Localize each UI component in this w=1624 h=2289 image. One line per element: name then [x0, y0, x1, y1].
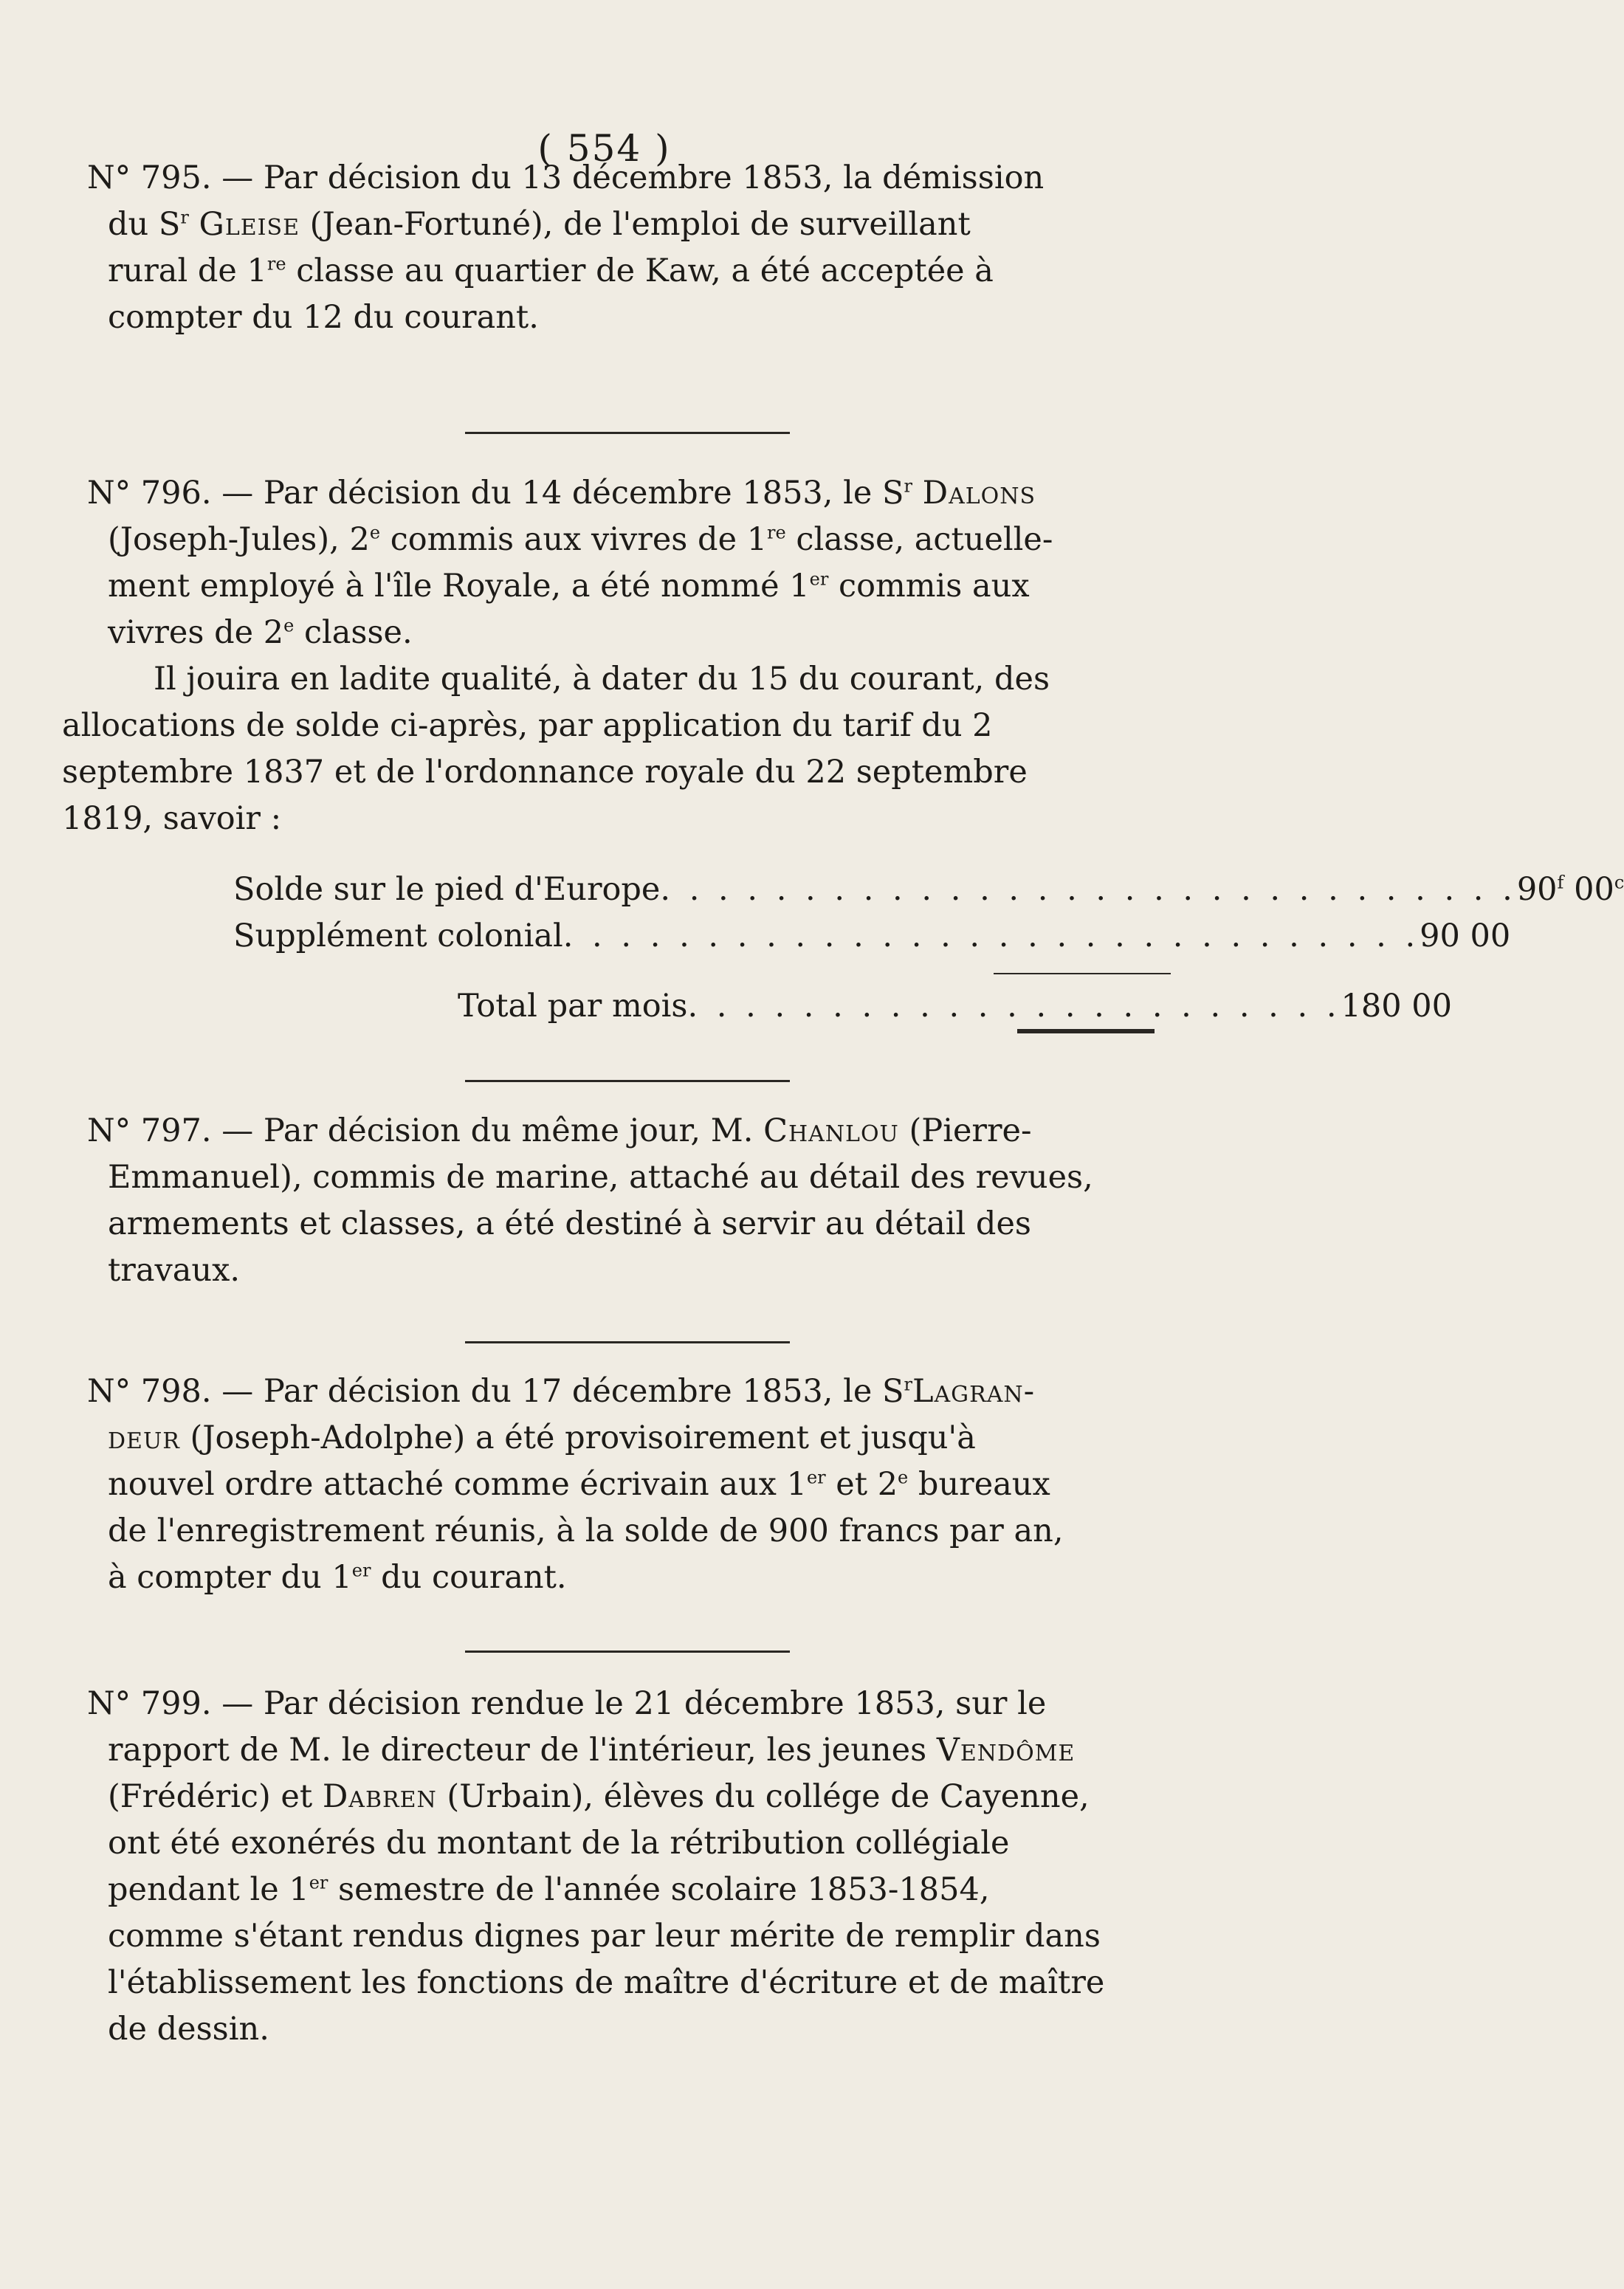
salary-amount: 90$^f$ 00$^c$ — [1516, 871, 1624, 908]
entry-797 — [87, 1108, 1194, 1294]
entry-796-paragraph-2: Il jouira en ladite qualité, à dater du 15 du courant, des allocations de solde ci-après, par application du tarif du 2 septembre 1837 et de l'ordonnance royale du 22 septembre 1819, savoir : — [62, 661, 1050, 837]
person-name: Gleise — [199, 206, 300, 243]
entry-795-text: N° 795. — Par décision du 13 décembre 1853, la démission du $S^r$ Gleise (Jean-Fortuné), de l'emploi de surveillant rural de 1re classe au quartier de Kaw, a été acceptée à compter du 12 du courant. — [87, 159, 1045, 336]
salary-table — [233, 867, 1624, 960]
leader-dots: . . . . . . . . . . . . . . . . . . . . . . . . . . . . . . — [562, 918, 1420, 954]
salary-label: Supplément colonial — [233, 918, 563, 954]
salary-amount: 90 00 — [1420, 918, 1511, 954]
entry-796-text: N° 796. — Par décision du 14 décembre 1853, le $S^r$ Dalons (Joseph-Jules), 2e commis aux vivres de 1re classe, actuelle- ment employé à l'île Royale, a été nommé 1er commis aux vivres de 2e classe. — [87, 475, 1053, 651]
separator-rule — [465, 432, 790, 434]
person-name: Dalons — [922, 475, 1036, 512]
separator-rule — [465, 1341, 790, 1343]
leader-dots: . . . . . . . . . . . . . . . . . . . . . . . . . . . . . . — [660, 871, 1517, 908]
person-name: deur — [108, 1419, 180, 1456]
page-number: ( 554 ) — [537, 127, 671, 170]
sum-line — [994, 973, 1171, 974]
person-name: Lagran- — [912, 1373, 1036, 1410]
total-row — [458, 983, 1452, 1030]
entry-795 — [87, 155, 1194, 341]
salary-label: Solde sur le pied d'Europe — [233, 871, 661, 908]
separator-rule — [465, 1080, 790, 1082]
salary-row — [233, 913, 1511, 960]
separator-rule — [465, 1651, 790, 1653]
total-amount: 180 00 — [1341, 988, 1452, 1025]
entry-798 — [87, 1369, 1194, 1601]
entry-798-text: N° 798. — Par décision du 17 décembre 1853, le $S^rLagran-$ deur (Joseph-Adolphe) a été provisoirement et jusqu'à nouvel ordre attaché comme écrivain aux 1er et 2e bureaux de l'enregistrement réunis, à la solde de 900 francs par an, à compter du 1er du courant. — [87, 1373, 1064, 1596]
total-row-wrap — [458, 983, 1452, 1030]
total-label: Total par mois — [458, 988, 688, 1025]
leader-dots: . . . . . . . . . . . . . . . . . . . . . . . — [687, 988, 1341, 1025]
entry-799 — [87, 1681, 1194, 2053]
salary-row — [233, 867, 1624, 913]
entry-796 — [62, 470, 1194, 842]
person-name: Vendôme — [936, 1732, 1076, 1769]
double-rule — [1017, 1029, 1155, 1033]
person-name: Chanlou — [763, 1112, 899, 1149]
entry-799-text: N° 799. — Par décision rendue le 21 décembre 1853, sur le rapport de M. le directeur de l'intérieur, les jeunes Vendôme (Frédéric) et Dabren (Urbain), élèves du collége de Cayenne, ont été exonérés du montant de la rétribution collégiale pendant le 1er semestre de l'année scolaire 1853-1854, comme s'étant rendus dignes par leur mérite de remplir dans l'établissement les fonctions de maître d'écriture et de maître de dessin. — [87, 1685, 1105, 2048]
person-name: Dabren — [322, 1778, 437, 1815]
entry-797-text: N° 797. — Par décision du même jour, M. Chanlou (Pierre- Emmanuel), commis de marine, attaché au détail des revues, armements et classes, a été destiné à servir au détail des travaux. — [87, 1112, 1093, 1289]
